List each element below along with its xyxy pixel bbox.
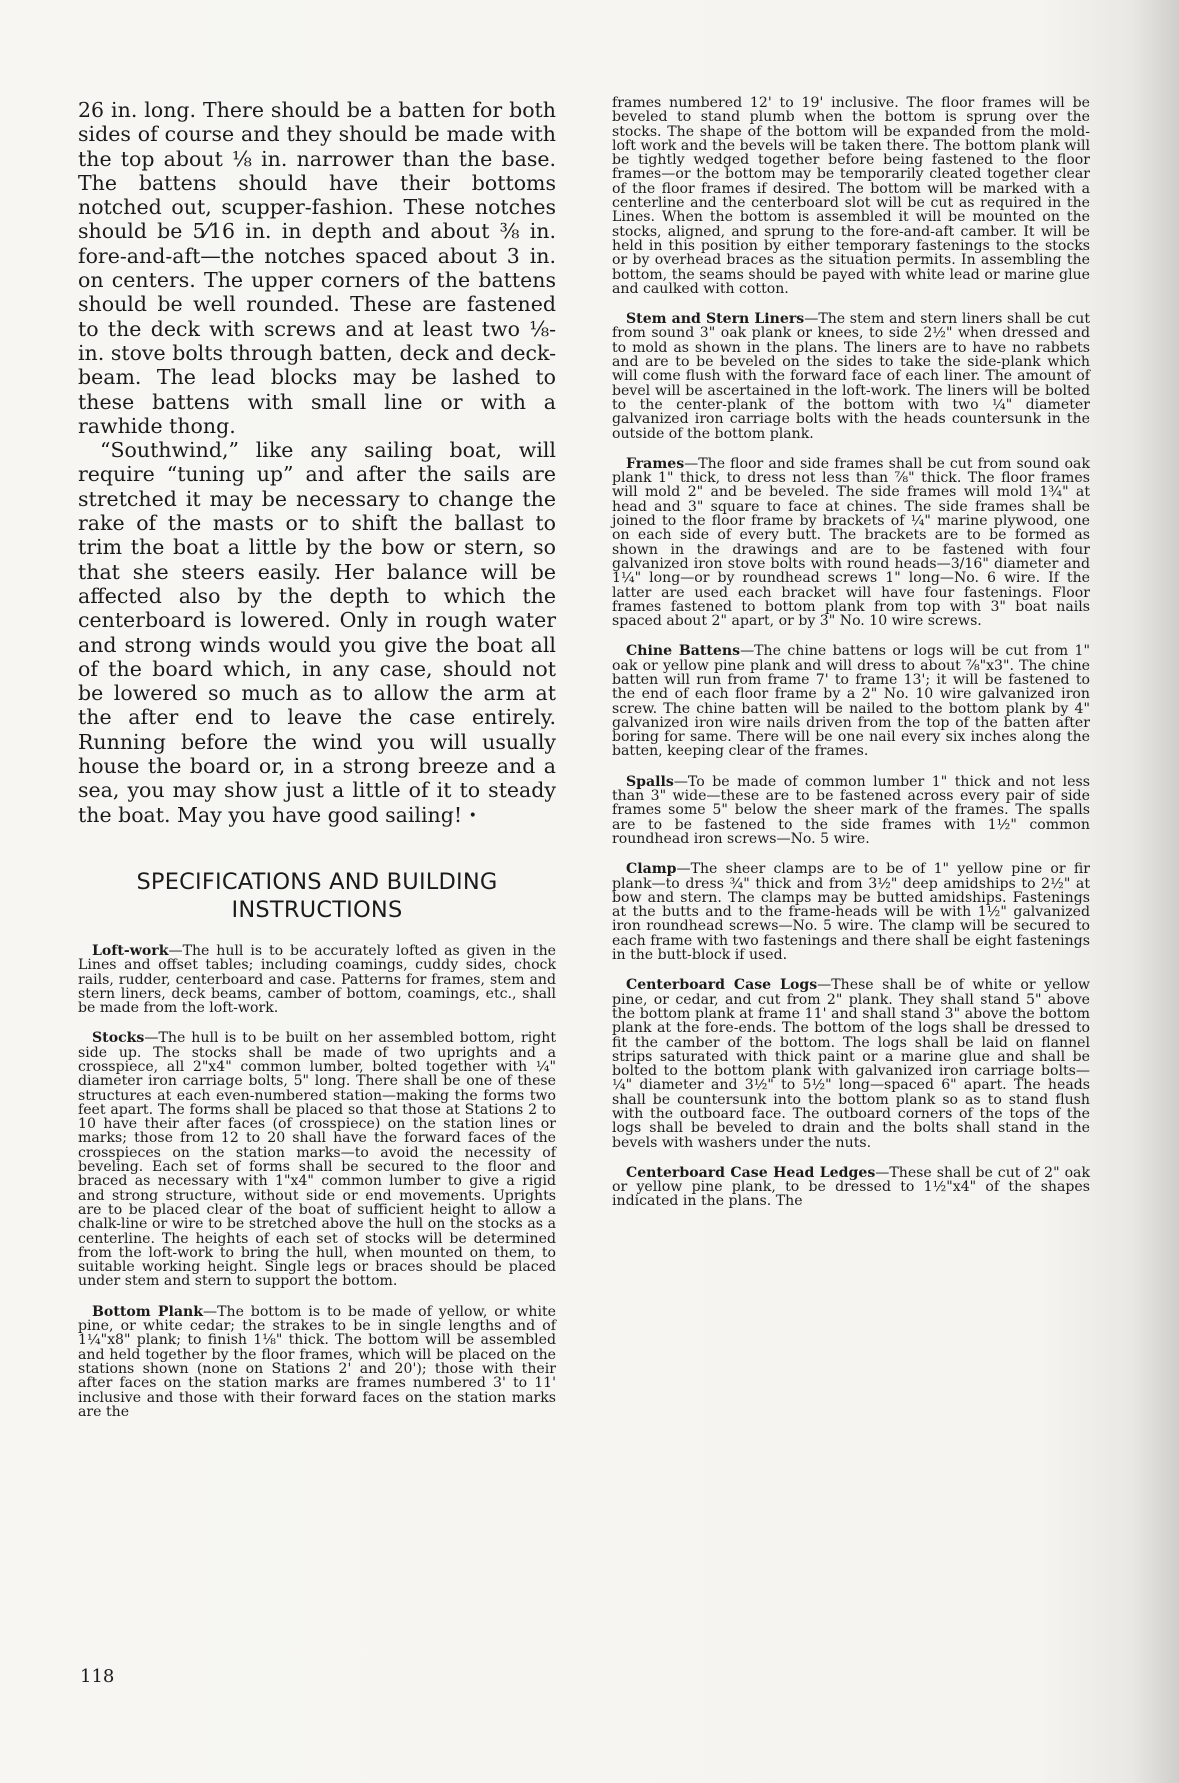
- spec-text: —The floor and side frames shall be cut from sound oak plank 1" thick, to dress not less than ⅞" thick. The floor frames will mold 2" and be beveled. The side frames will mold 1¾" at head and 3" square to face at chines. The side frames shall be joined to the floor frame by brackets of ¼" marine plywood, one on each side of every butt. The brackets are to be formed as shown in the drawings and are to be fastened with four galvanized iron stove bolts with round heads—3/16" diameter and 1¼" long—or by roundhead screws 1" long—No. 6 wire. If the latter are used each bracket will have four fastenings. Floor frames fastened to bottom plank from top with 3" boat nails spaced about 2" apart, or by 3" No. 10 wire screws.: [612, 455, 1090, 630]
- spec-paragraph-frames: [612, 457, 1090, 629]
- spec-text: —To be made of common lumber 1" thick and not less than 3" wide—these are to be fastened across every pair of side frames some 5" below the sheer mark of the frames. The spalls are to be fastened to the side frames with 1½" common roundhead iron screws—No. 5 wire.: [612, 773, 1090, 847]
- spec-title: Bottom Plank: [92, 1303, 204, 1320]
- spec-title: Centerboard Case Logs: [626, 977, 818, 994]
- section-heading-line: SPECIFICATIONS AND BUILDING: [136, 868, 498, 895]
- lead-paragraph-text: “Southwind,” like any sailing boat, will require “tuning up” and after the sails are stretched it may be necessary to change the rake of the masts or to shift the ballast to trim the boat a little by the bow or stern, so that she steers easily. Her balance will be affected also by the depth to which the centerboard is lowered. Only in rough water and strong winds would you give the boat all of the board which, in any case, should not be lowered so much as to allow the arm at the after end to leave the case entirely. Running before the wind you will usually house the board or, in a strong breeze and a sea, you may show just a little of it to steady the boat. May you have good sailing!: [78, 438, 556, 827]
- end-bullet: •: [468, 807, 477, 824]
- spec-text: —These shall be of white or yellow pine, or cedar, and cut from 2" plank. They shall stand 5" above the bottom plank at frame 11' and shall stand 3" above the bottom plank at the fore-ends. The bottom of the logs shall be dressed to fit the camber of the bottom. The logs shall be laid on flannel strips saturated with thick paint or a marine glue and shall be bolted to the bottom plank with galvanized iron carriage bolts—¼" diameter and 3½" to 5½" long—spaced 6" apart. The heads shall be countersunk into the bottom plank so as to stand flush with the outboard face. The outboard corners of the tops of the logs shall be beveled to drain and the bolts shall stand in the bevels with washers under the nuts.: [612, 977, 1090, 1151]
- spec-paragraph-centerboard-head-ledges: [612, 1166, 1090, 1209]
- spec-paragraph-chine-battens: [612, 644, 1090, 758]
- spec-paragraph-loft-work: [78, 944, 556, 1015]
- left-column: [78, 98, 556, 1435]
- spec-title: Clamp: [626, 861, 677, 878]
- spec-text: —The chine battens or logs will be cut from 1" oak or yellow pine plank and will dress to about ⅞"x3". The chine batten will run from frame 7' to frame 13'; it will be fastened to the end of each floor frame by a 2" No. 10 wire galvanized iron screw. The chine batten will be nailed to the bottom plank by 4" galvanized iron wire nails driven from the top of the batten after boring for same. There will be one nail every six inches along the batten, keeping clear of the frames.: [612, 643, 1090, 760]
- section-heading: [78, 868, 556, 924]
- spec-text: —The hull is to be built on her assembled bottom, right side up. The stocks shall be made of two uprights and a crosspiece, all 2"x4" common lumber, bolted together with ¼" diameter iron carriage bolts, 5" long. There shall be one of these structures at each even-numbered station—making the forms two feet apart. The forms shall be placed so that those at Stations 2 to 10 have their after faces (of crosspiece) on the station lines or marks; those from 12 to 20 shall have the forward faces of the crosspieces on the station marks—to avoid the necessity of beveling. Each set of forms shall be secured to the floor and braced as necessary with 1"x4" common lumber to give a rigid and strong structure, without side or end movements. Uprights are to be placed clear of the boat of sufficient height to allow a chalk-line or wire to be stretched above the hull on the stocks as a centerline. The heights of each set of stocks will be determined from the loft-work to bring the hull, when mounted on them, to suitable working height. Single legs or braces should be placed under stem and stern to support the bottom.: [78, 1030, 556, 1290]
- spec-text: —The sheer clamps are to be of 1" yellow pine or fir plank—to dress ¾" thick and from 3½" deep amidships to 2½" at bow and stern. The clamps may be butted amidships. Fastenings at the butts and to the frame-heads will be with 1½" galvanized iron roundhead screws—No. 5 wire. The clamp will be secured to each frame with two fastenings and there shall be eight fastenings in the butt-block if used.: [612, 861, 1091, 964]
- spec-paragraph-stocks: [78, 1031, 556, 1288]
- spec-continuation: frames numbered 12' to 19' inclusive. The floor frames will be beveled to stand plumb when the bottom is sprung over the stocks. The shape of the bottom will be expanded from the mold-loft work and the bevels will be taken there. The bottom plank will be tightly wedged together before being fastened to the floor frames—or the bottom may be temporarily cleated together clear of the floor frames if desired. The bottom will be marked with a centerline and the centerboard slot will be cut as required in the Lines. When the bottom is assembled it will be mounted on the stocks, aligned, and sprung to the fore-and-aft camber. It will be held in this position by either temporary fastenings to the stocks or by overhead braces as the situation permits. In assembling the bottom, the seams should be payed with white lead or marine glue and caulked with cotton.: [612, 95, 1090, 297]
- spec-title: Spalls: [626, 773, 674, 790]
- page-number: 118: [80, 1666, 115, 1687]
- spec-paragraph-clamp: [612, 862, 1090, 962]
- spec-paragraph-stem-stern-liners: [612, 312, 1090, 441]
- spec-title: Centerboard Case Head Ledges: [626, 1164, 876, 1181]
- spec-title: Frames: [626, 455, 685, 472]
- spec-title: Chine Battens: [626, 643, 741, 660]
- spec-paragraph-bottom-plank: [78, 1305, 556, 1419]
- spec-title: Stocks: [92, 1030, 145, 1047]
- spec-paragraph-spalls: [612, 775, 1090, 846]
- spec-text: —These shall be cut of 2" oak or yellow pine plank, to be dressed to 1½"x4" of the shapes indicated in the plans. The: [612, 1164, 1090, 1210]
- spec-text: —The stem and stern liners shall be cut from sound 3" oak plank or knees, to side 2½" when dressed and to mold as shown in the plans. The liners are to have no rabbets and are to be beveled on the sides to take the side-plank which will come flush with the forward face of each liner. The amount of bevel will be ascertained in the loft-work. The liners will be bolted to the center-plank of the bottom with two ¼" diameter galvanized iron carriage bolts with the heads countersunk in the outside of the bottom plank.: [612, 311, 1090, 442]
- section-heading-line: INSTRUCTIONS: [231, 896, 403, 923]
- lead-paragraph: [78, 438, 556, 828]
- lead-paragraph: 26 in. long. There should be a batten for both sides of course and they should be made with the top about ⅛ in. narrower than the base. The battens should have their bottoms notched out, scupper-fashion. These notches should be 5⁄16 in. in depth and about ⅜ in. fore-and-aft—the notches spaced about 3 in. on centers. The upper corners of the battens should be well rounded. These are fastened to the deck with screws and at least two ⅛-in. stove bolts through batten, deck and deck-beam. The lead blocks may be lashed to these battens with small line or with a rawhide thong.: [78, 98, 556, 438]
- spec-text: —The bottom is to be made of yellow, or white pine, or white cedar; the strakes to be in single lengths and of 1¼"x8" plank; to finish 1⅛" thick. The bottom will be assembled and held together by the floor frames, which will be placed on the stations shown (none on Stations 2' and 20'); those with their after faces on the station marks are frames numbered 3' to 11' inclusive and those with their forward faces on the station marks are the: [78, 1303, 556, 1420]
- spec-title: Stem and Stern Liners: [626, 311, 805, 328]
- right-column: [612, 96, 1090, 1225]
- spec-title: Loft-work: [92, 942, 169, 959]
- spec-text: —The hull is to be accurately lofted as given in the Lines and offset tables; including coamings, cuddy sides, chock rails, rudder, centerboard and case. Patterns for frames, stem and stern liners, deck beams, camber of bottom, coamings, etc., shall be made from the loft-work.: [78, 942, 556, 1017]
- spec-paragraph-centerboard-case-logs: [612, 978, 1090, 1150]
